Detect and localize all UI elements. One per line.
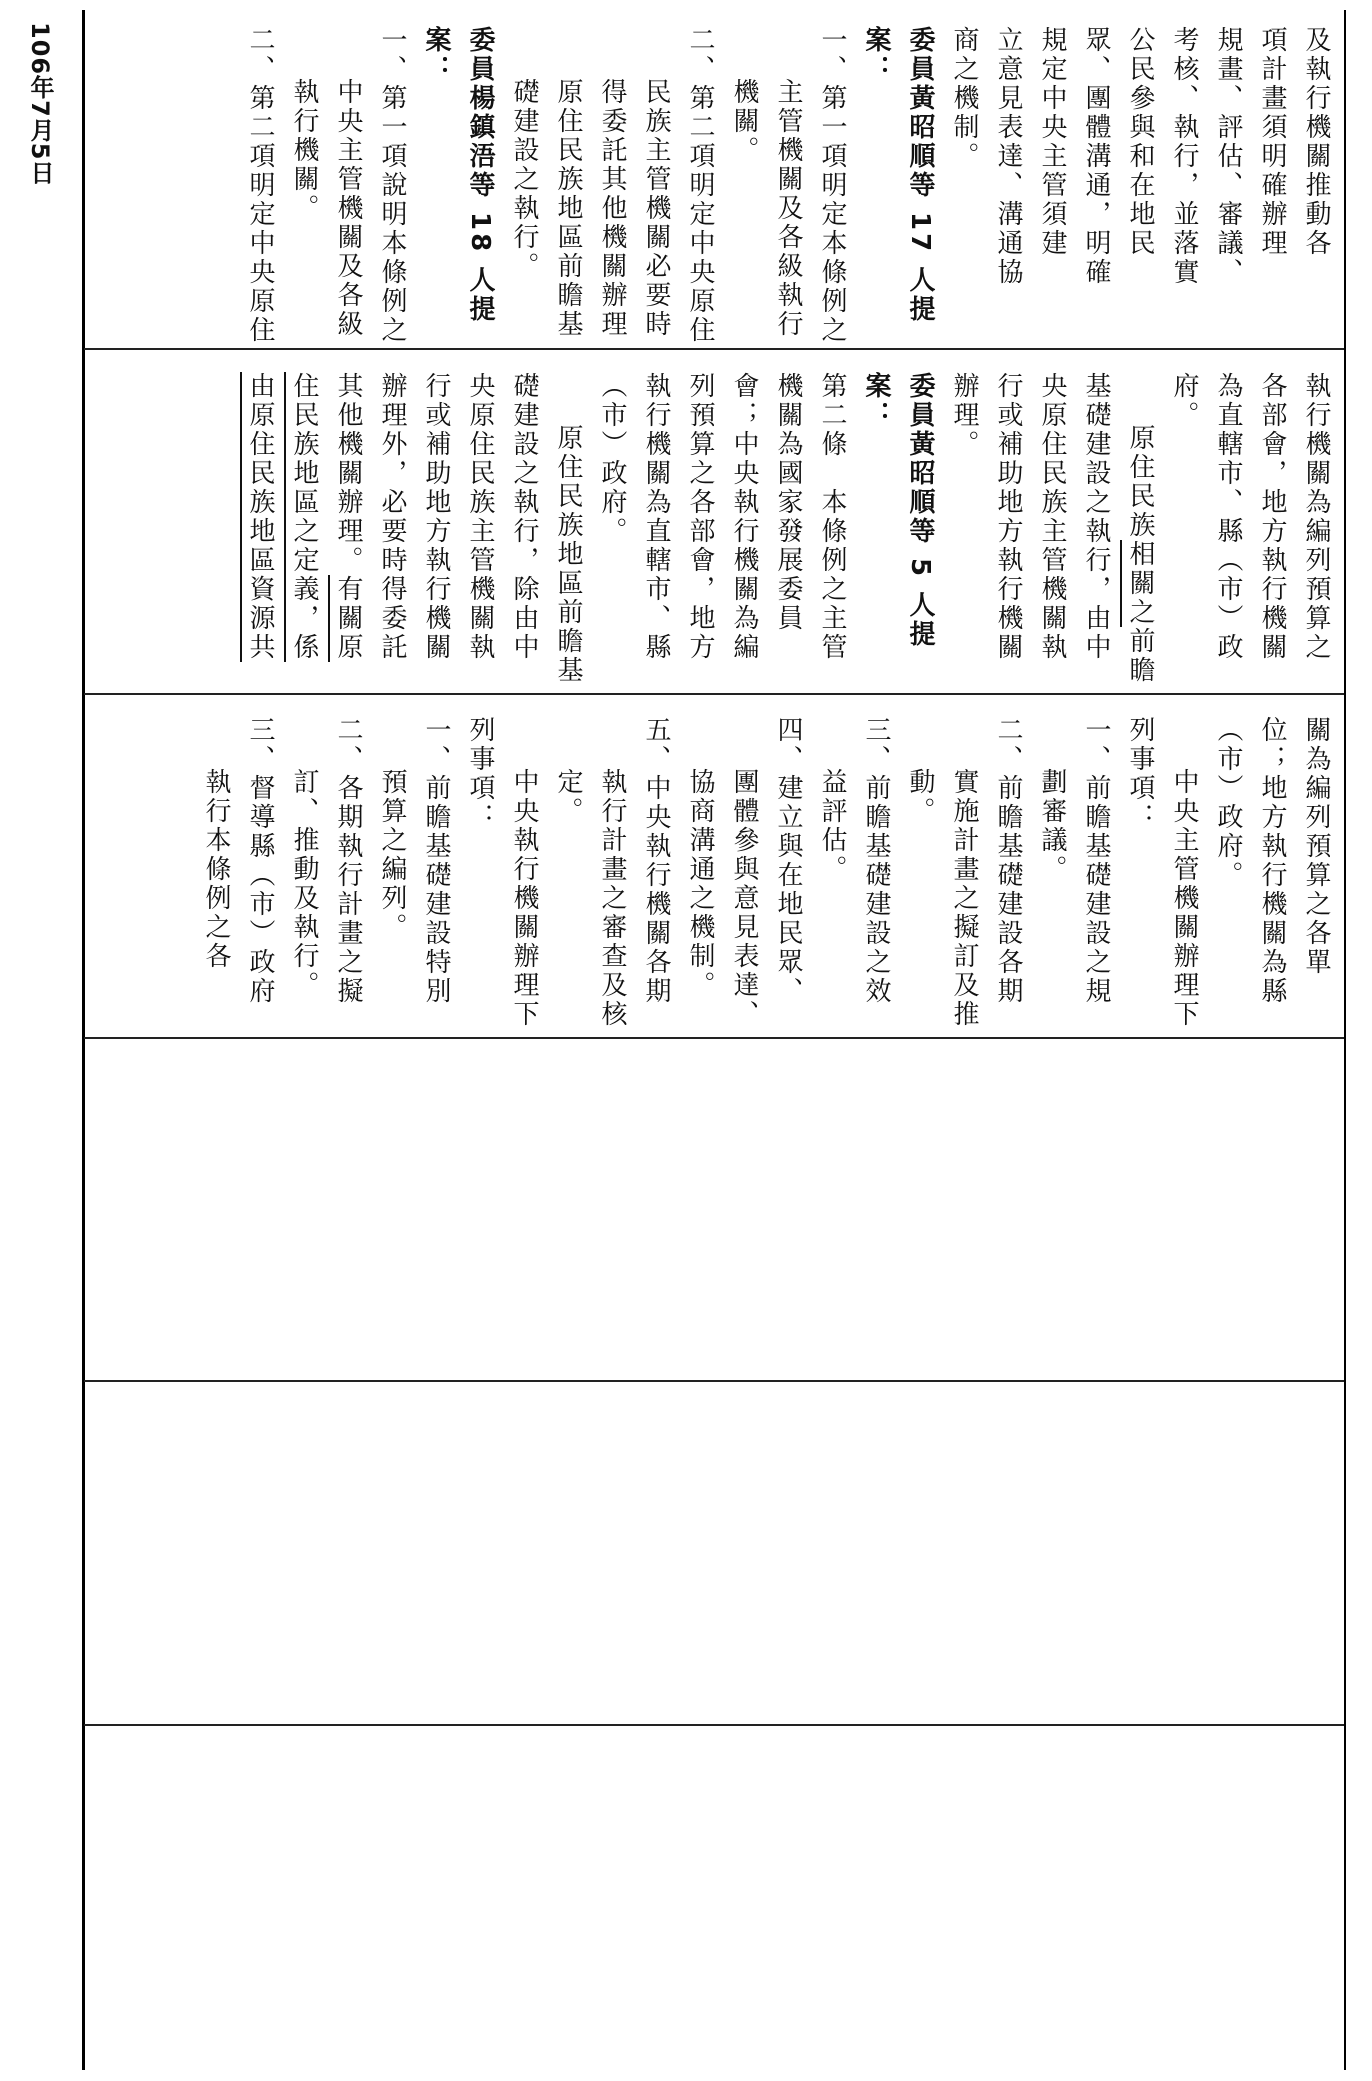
text-line: 五、中央執行機關各期執行計畫之審查及核定。 — [553, 716, 671, 1029]
text-line: 規畫、評估、審議、 — [1213, 26, 1243, 287]
underlined-text: 有關原住民族地區之定義，係由原住民族地區資源共 — [245, 372, 363, 662]
text-line: 立意見表達、溝通協 — [993, 26, 1023, 287]
proposal-heading: 委員黃昭順等 17 人提案： — [861, 26, 935, 325]
text-line: 項計畫須明確辦理 — [1257, 26, 1287, 258]
text-line: 及執行機關推動各 — [1301, 26, 1331, 258]
text-line: 眾、團體溝通，明確 — [1081, 26, 1111, 287]
bottom-cell — [88, 716, 1338, 1032]
text-line: 三、督導縣（市）政府執行本條例之各 — [201, 716, 275, 1006]
text-line: 四、建立與在地民眾、團體參與意見表達、協商溝通之機制。 — [685, 716, 803, 1029]
top-cell — [88, 26, 1338, 348]
text-line: 公民參與和在地民 — [1125, 26, 1155, 258]
underlined-text: 相關之 — [1125, 540, 1155, 627]
text-line: 中央主管機關辦理下列事項： — [1125, 716, 1199, 1029]
text-line: 二、第二項明定中央原住 — [245, 26, 275, 345]
middle-paragraph: 第二條 本條例之主管機關為國家發展委員會；中央執行機關為編列預算之各部會，地方執行機關為直轄市、縣（市）政府。 — [597, 372, 847, 662]
text-line: 二、前瞻基礎建設各期實施計畫之擬訂及推動。 — [905, 716, 1023, 1029]
middle-cell — [88, 372, 1338, 690]
text-line: 一、前瞻基礎建設特別預算之編列。 — [377, 716, 451, 1006]
middle-paragraph: 原住民族地區前瞻基礎建設之執行，除由中央原住民族主管機關執行或補助地方執行機關辦理外，必要時得委託其他機關辦理。有關原住民族地區之定義，係由原住民族地區資源共 — [245, 372, 583, 685]
left-border — [82, 10, 85, 2070]
text-line: 二、第二項明定中央原住民族主管機關必要時得委託其他機關辦理原住民族地區前瞻基礎建設之執行。 — [509, 26, 715, 345]
text-line: 商之機制。 — [949, 26, 979, 171]
text-line: 一、第一項說明本條例之中央主管機關及各級執行機關。 — [289, 26, 407, 345]
text-line: 考核、執行，並落實 — [1169, 26, 1199, 287]
row-divider — [84, 693, 1344, 695]
row-divider — [84, 1037, 1344, 1039]
proposal-heading: 委員楊鎮浯等 18 人提案： — [421, 26, 495, 325]
middle-paragraph: 執行機關為編列預算之各部會，地方執行機關為直轄市、縣（市）政府。 — [1169, 372, 1331, 662]
middle-paragraph: 原住民族相關之前瞻基礎建設之執行，由中央原住民族主管機關執行或補助地方執行機關辦理。 — [949, 372, 1155, 685]
row-divider — [84, 1380, 1344, 1382]
text-line: 一、第一項明定本條例之主管機關及各級執行機關。 — [729, 26, 847, 345]
text-line: 規定中央主管須建 — [1037, 26, 1067, 258]
text-line: 中央執行機關辦理下列事項： — [465, 716, 539, 1029]
right-border — [1344, 10, 1346, 2070]
page-date: 106年7月5日 — [26, 22, 54, 186]
text-line: 關為編列預算之各單位；地方執行機關為縣（市）政府。 — [1213, 716, 1331, 1006]
text-line: 二、各期執行計畫之擬訂、推動及執行。 — [289, 716, 363, 1006]
row-divider — [84, 348, 1344, 350]
proposal-heading: 委員黃昭順等 5 人提案： — [861, 372, 935, 650]
row-divider — [84, 1724, 1344, 1726]
text-line: 三、前瞻基礎建設之效益評估。 — [817, 716, 891, 1006]
text-line: 一、前瞻基礎建設之規劃審議。 — [1037, 716, 1111, 1006]
